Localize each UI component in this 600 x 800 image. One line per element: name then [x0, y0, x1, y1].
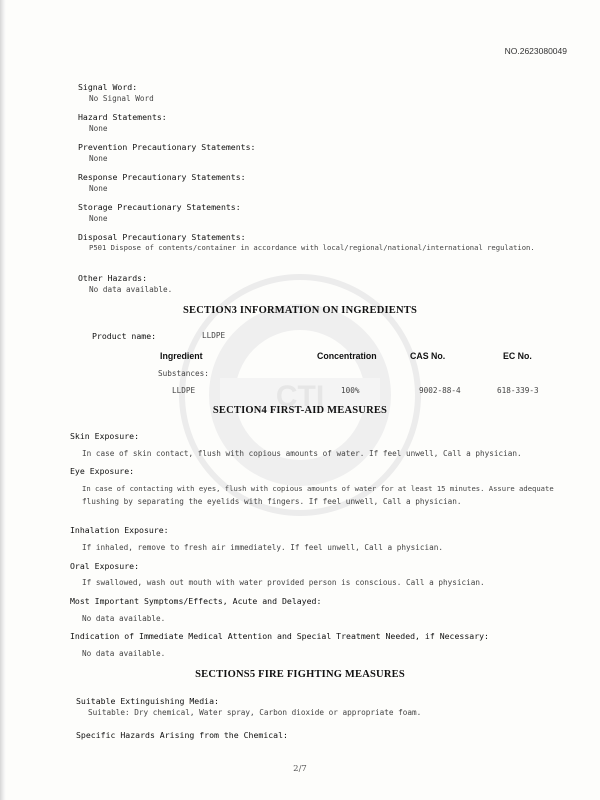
- cas-cell: 9002-88-4: [419, 386, 461, 395]
- other-hazards-label: Other Hazards:: [78, 273, 148, 283]
- medical-attention-value: No data available.: [82, 649, 166, 658]
- eye-exposure-value-line1: In case of contacting with eyes, flush with copious amounts of water for at least 15 minutes. Assure adequate: [82, 484, 554, 493]
- inhalation-exposure-value: If inhaled, remove to fresh air immediately. If feel unwell, Call a physician.: [82, 543, 444, 552]
- extinguishing-media-label: Suitable Extinguishing Media:: [76, 696, 219, 706]
- product-name-label: Product name:: [92, 331, 157, 341]
- storage-statements-label: Storage Precautionary Statements:: [78, 202, 241, 212]
- table-header-ec: EC No.: [503, 351, 532, 361]
- ec-cell: 618-339-3: [497, 386, 539, 395]
- signal-word-label: Signal Word:: [78, 82, 138, 92]
- page-edge-shadow: [0, 0, 6, 800]
- medical-attention-label: Indication of Immediate Medical Attention and Special Treatment Needed, if Necessary:: [70, 631, 489, 641]
- hazard-statements-label: Hazard Statements:: [78, 112, 167, 122]
- signal-word-value: No Signal Word: [89, 94, 154, 103]
- response-statements-value: None: [89, 184, 108, 193]
- disposal-statements-value: P501 Dispose of contents/container in accordance with local/regional/national/international regulation.: [89, 243, 535, 252]
- watermark-text: CTI: [275, 380, 325, 413]
- symptoms-label: Most Important Symptoms/Effects, Acute and Delayed:: [70, 596, 322, 606]
- symptoms-value: No data available.: [82, 614, 166, 623]
- section4-title: SECTION4 FIRST-AID MEASURES: [212, 405, 388, 416]
- skin-exposure-value: In case of skin contact, flush with copious amounts of water. If feel unwell, Call a physician.: [82, 449, 522, 458]
- section3-title: SECTION3 INFORMATION ON INGREDIENTS: [182, 305, 418, 316]
- section5-title: SECTIONS5 FIRE FIGHTING MEASURES: [195, 669, 405, 680]
- oral-exposure-label: Oral Exposure:: [70, 561, 140, 571]
- prevention-statements-value: None: [89, 154, 108, 163]
- product-name-value: LLDPE: [202, 331, 226, 340]
- concentration-cell: 100%: [341, 386, 360, 395]
- extinguishing-media-value: Suitable: Dry chemical, Water spray, Carbon dioxide or appropriate foam.: [88, 708, 422, 717]
- page-number: 2/7: [293, 764, 307, 774]
- response-statements-label: Response Precautionary Statements:: [78, 172, 246, 182]
- ingredient-cell: LLDPE: [172, 386, 196, 395]
- table-header-ingredient: Ingredient: [160, 351, 203, 361]
- other-hazards-value: No data available.: [89, 285, 173, 294]
- document-number: NO.2623080049: [504, 46, 567, 56]
- eye-exposure-value-line2: flushing by separating the eyelids with fingers. If feel unwell, Call a physician.: [82, 497, 462, 506]
- specific-hazards-label: Specific Hazards Arising from the Chemical:: [76, 730, 288, 740]
- skin-exposure-label: Skin Exposure:: [70, 431, 140, 441]
- disposal-statements-label: Disposal Precautionary Statements:: [78, 232, 246, 242]
- inhalation-exposure-label: Inhalation Exposure:: [70, 525, 169, 535]
- table-header-concentration: Concentration: [317, 351, 377, 361]
- substances-label: Substances:: [158, 369, 209, 378]
- prevention-statements-label: Prevention Precautionary Statements:: [78, 142, 256, 152]
- storage-statements-value: None: [89, 214, 108, 223]
- hazard-statements-value: None: [89, 124, 108, 133]
- eye-exposure-label: Eye Exposure:: [70, 466, 135, 476]
- oral-exposure-value: If swallowed, wash out mouth with water provided person is conscious. Call a physician.: [82, 578, 485, 587]
- table-header-cas: CAS No.: [410, 351, 446, 361]
